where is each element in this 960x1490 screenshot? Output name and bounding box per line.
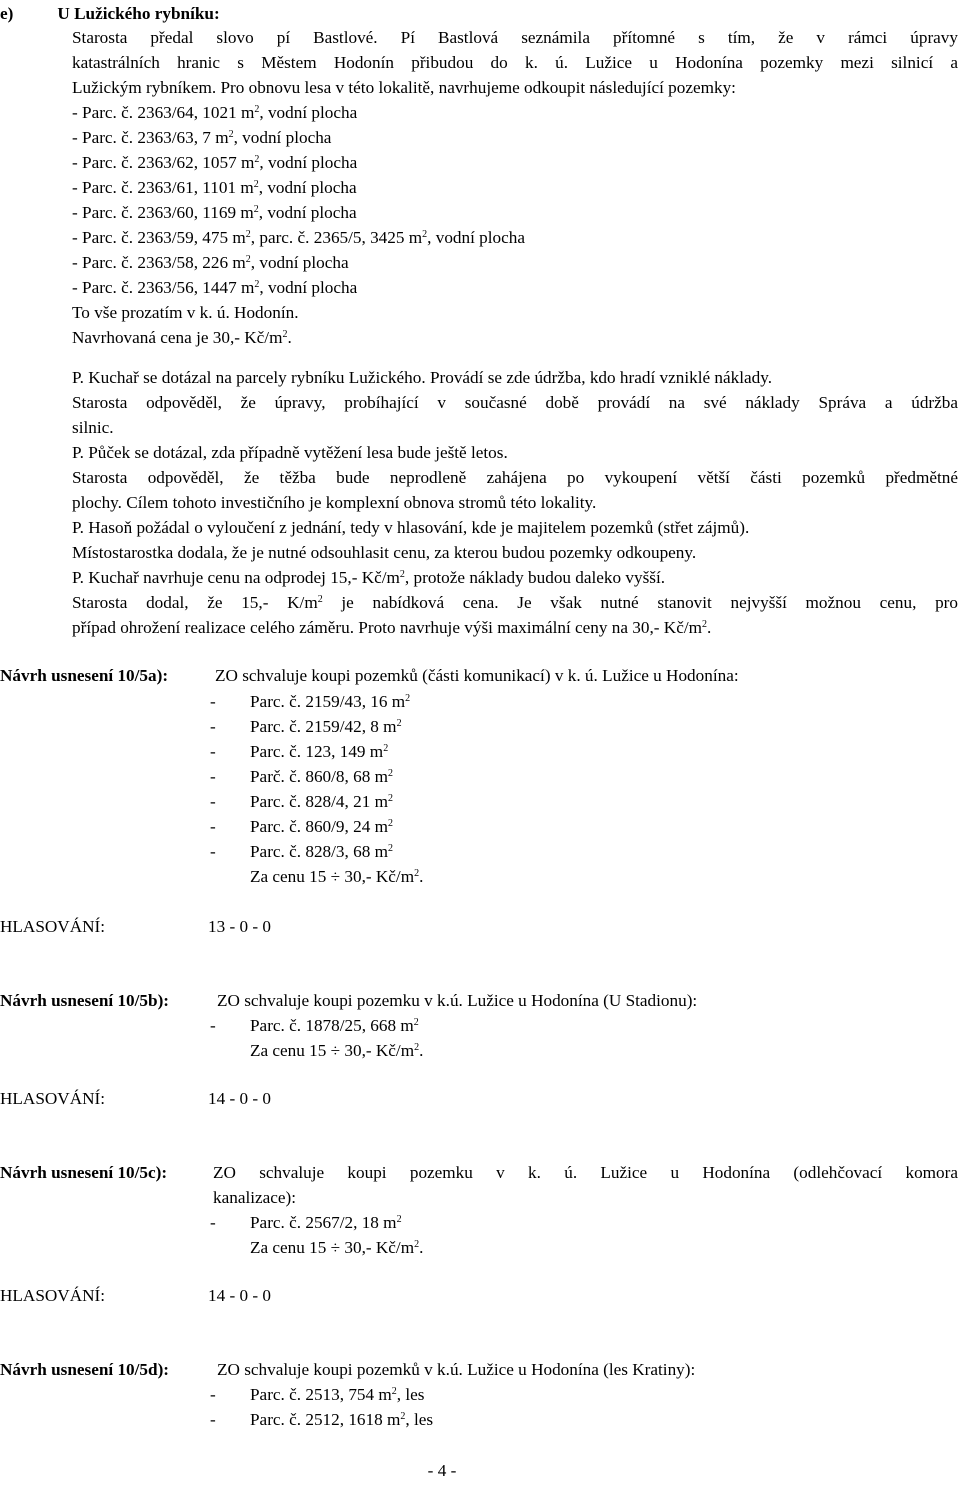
parcel-item: - Parc. č. 2363/61, 1101 $m^2$, vodní plocha	[72, 178, 357, 197]
resolution-a-text: ZO schvaluje koupi pozemků (části komunikací) v k. ú. Lužice u Hodonína:	[215, 666, 739, 685]
vote-result: 14 - 0 - 0	[208, 1286, 272, 1305]
intro-line-2: katastrálních hranic s Městem Hodonín přibudou do k. ú. Lužice u Hodonína pozemky mezi silnicí a	[72, 53, 958, 72]
resolution-b-vote	[0, 1088, 272, 1110]
resolution-b-text: ZO schvaluje koupi pozemku v k.ú. Lužice u Hodonína (U Stadionu):	[217, 991, 698, 1010]
summary-price: Navrhovaná cena je 30,- $Kč/m^2$.	[72, 328, 292, 347]
page-number: - 4 -	[427, 1461, 457, 1480]
section-label: e)	[0, 4, 14, 23]
discussion-line: případ ohrožení realizace celého záměru. Proto navrhuje výši maximální ceny na 30,- $Kč/m^2$.	[72, 618, 712, 637]
vote-result: 13 - 0 - 0	[208, 917, 272, 936]
resolution-a-item: - Parc. č. 828/4, 21 $m^2$	[210, 792, 393, 811]
parcel-item: - Parc. č. 2363/62, 1057 $m^2$, vodní plocha	[72, 153, 358, 172]
discussion-line: P. Kuchař navrhuje cenu na odprodej 15,- $Kč/m^2$, protože náklady budou daleko vyšší.	[72, 568, 666, 587]
intro-line-3: Lužickým rybníkem. Pro obnovu lesa v této lokalitě, navrhujeme odkoupit následující pozemky:	[72, 78, 736, 97]
discussion-line: P. Kuchař se dotázal na parcely rybníku Lužického. Provádí se zde údržba, kdo hradí vzniklé náklady.	[72, 368, 772, 387]
resolution-a-vote	[0, 916, 272, 938]
discussion-line: Starosta odpověděl, že úpravy, probíhající v současné době provádí na své náklady Správa a údržba	[72, 393, 958, 412]
resolution-c-item: - Parc. č. 2567/2, 18 $m^2$	[210, 1213, 402, 1232]
resolution-c-text: ZO schvaluje koupi pozemku v k. ú. Lužice u Hodonína (odlehčovací komora	[213, 1163, 958, 1182]
resolution-b-label: Návrh usnesení 10/5b):	[0, 991, 170, 1010]
section-heading	[0, 3, 220, 25]
discussion-line: Starosta odpověděl, že těžba bude neprodleně zahájena po vykoupení větší části pozemků předmětné	[72, 468, 958, 487]
discussion-line: Místostarostka dodala, že je nutné odsouhlasit cenu, za kterou budou pozemky odkoupeny.	[72, 543, 697, 562]
discussion-line: plochy. Cílem tohoto investičního je komplexní obnova stromů této lokality.	[72, 493, 597, 512]
vote-result: 14 - 0 - 0	[208, 1089, 272, 1108]
resolution-a-item: - Parc. č. 860/9, 24 $m^2$	[210, 817, 393, 836]
parcel-item: - Parc. č. 2363/58, 226 $m^2$, vodní plocha	[72, 253, 349, 272]
parcel-item: - Parc. č. 2363/59, 475 $m^2$, parc. č. 2365/5, 3425 $m^2$, vodní plocha	[72, 228, 525, 247]
resolution-c-label: Návrh usnesení 10/5c):	[0, 1163, 168, 1182]
section-title: U Lužického rybníku:	[57, 4, 220, 23]
parcel-item: - Parc. č. 2363/60, 1169 $m^2$, vodní plocha	[72, 203, 357, 222]
parcel-item: - Parc. č. 2363/64, 1021 $m^2$, vodní plocha	[72, 103, 358, 122]
resolution-a-item: - Parc. č. 123, 149 $m^2$	[210, 742, 389, 761]
vote-label: HLASOVÁNÍ:	[0, 1089, 106, 1108]
resolution-c-vote	[0, 1285, 272, 1307]
resolution-d-item: - Parc. č. 2512, 1618 $m^2$, les	[210, 1410, 434, 1429]
summary-cadastre: To vše prozatím v k. ú. Hodonín.	[72, 303, 299, 322]
resolution-a-item: - Parc. č. 828/3, 68 $m^2$	[210, 842, 393, 861]
discussion-line: P. Hasoň požádal o vyloučení z jednání, tedy v hlasování, kde je majitelem pozemků (střet zájmů).	[72, 518, 750, 537]
resolution-b-price: Za cenu 15 ÷ 30,- $Kč/m^2$.	[250, 1041, 424, 1060]
discussion-line: Starosta dodal, že 15,- $K/m^2$ je nabídková cena. Je však nutné stanovit nejvyšší možnou cenu, pro	[72, 593, 958, 612]
resolution-a-item: - Parc. č. 2159/42, 8 $m^2$	[210, 717, 402, 736]
vote-label: HLASOVÁNÍ:	[0, 917, 106, 936]
resolution-a-price: Za cenu 15 ÷ 30,- $Kč/m^2$.	[250, 867, 424, 886]
discussion-line: silnic.	[72, 418, 114, 437]
resolution-c-price: Za cenu 15 ÷ 30,- $Kč/m^2$.	[250, 1238, 424, 1257]
resolution-d-label: Návrh usnesení 10/5d):	[0, 1360, 170, 1379]
resolution-d-text: ZO schvaluje koupi pozemků v k.ú. Lužice u Hodonína (les Kratiny):	[217, 1360, 696, 1379]
resolution-d-item: - Parc. č. 2513, 754 $m^2$, les	[210, 1385, 425, 1404]
parcel-item: - Parc. č. 2363/56, 1447 $m^2$, vodní plocha	[72, 278, 358, 297]
intro-line-1: Starosta předal slovo pí Bastlové. Pí Bastlová seznámila přítomné s tím, že v rámci úpravy	[72, 28, 958, 47]
resolution-c-text-cont: kanalizace):	[213, 1188, 297, 1207]
discussion-line: P. Půček se dotázal, zda případně vytěžení lesa bude ještě letos.	[72, 443, 508, 462]
resolution-a-item: - Parc. č. 2159/43, 16 $m^2$	[210, 692, 411, 711]
resolution-a-item: - Parč. č. 860/8, 68 $m^2$	[210, 767, 393, 786]
parcel-item: - Parc. č. 2363/63, 7 $m^2$, vodní plocha	[72, 128, 332, 147]
vote-label: HLASOVÁNÍ:	[0, 1286, 106, 1305]
resolution-a-label: Návrh usnesení 10/5a):	[0, 666, 169, 685]
resolution-b-item: - Parc. č. 1878/25, 668 $m^2$	[210, 1016, 419, 1035]
